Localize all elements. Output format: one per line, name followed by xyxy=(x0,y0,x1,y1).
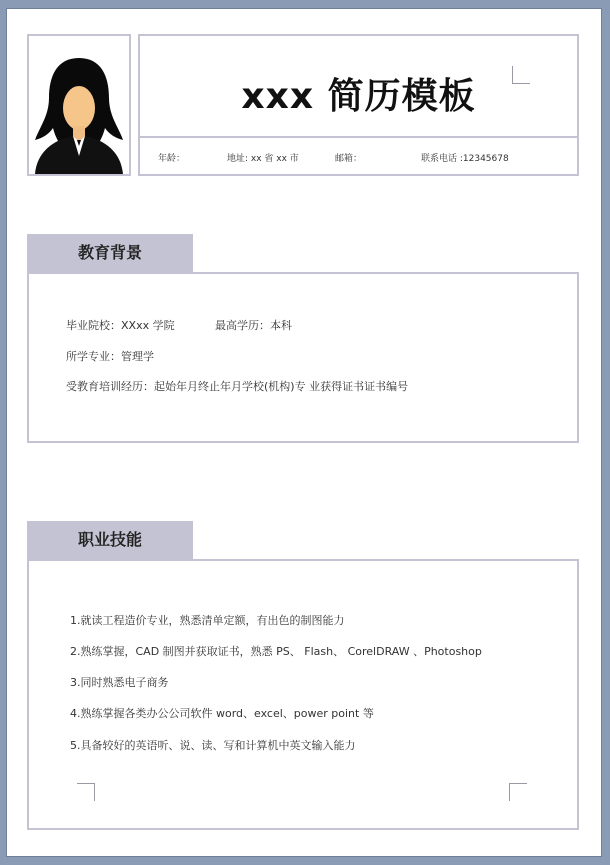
skill-item: 2.熟练掌握，CAD 制图并获取证书，熟悉 PS、 Flash、 CorelDRAW 、Photoshop xyxy=(70,645,482,658)
resume-page xyxy=(6,8,602,857)
corner-mark xyxy=(509,783,527,801)
photo-frame xyxy=(27,34,131,176)
skill-item: 1.就读工程造价专业，熟悉清单定额，有出色的制图能力 xyxy=(70,614,345,627)
skills-box xyxy=(27,559,579,830)
major-text: 所学专业：管理学 xyxy=(66,350,154,363)
email-label: 邮箱： xyxy=(335,154,363,164)
corner-mark xyxy=(512,66,530,84)
contact-info-bar xyxy=(138,138,579,176)
education-box xyxy=(27,272,579,443)
skill-item: 5.具备较好的英语听、说、读、写和计算机中英文输入能力 xyxy=(70,739,356,752)
skill-item: 4.熟练掌握各类办公公司软件 word、excel、power point 等 xyxy=(70,707,374,720)
resume-title: xxx 简历模板 xyxy=(241,76,476,117)
skill-item: 3.同时熟悉电子商务 xyxy=(70,676,169,689)
degree-text: 最高学历：本科 xyxy=(215,319,292,332)
address-label: 地址: xx 省 xx 市 xyxy=(227,154,299,164)
age-label: 年龄： xyxy=(158,154,186,164)
education-heading: 教育背景 xyxy=(27,234,193,272)
corner-mark xyxy=(77,783,95,801)
training-text: 受教育培训经历：起始年月终止年月学校(机构)专 业获得证书证书编号 xyxy=(66,380,409,393)
title-frame xyxy=(138,34,579,138)
skills-heading: 职业技能 xyxy=(27,521,193,559)
female-avatar-icon xyxy=(29,36,129,174)
phone-label: 联系电话 :12345678 xyxy=(421,154,509,164)
school-text: 毕业院校：XXxx 学院 xyxy=(66,319,175,332)
